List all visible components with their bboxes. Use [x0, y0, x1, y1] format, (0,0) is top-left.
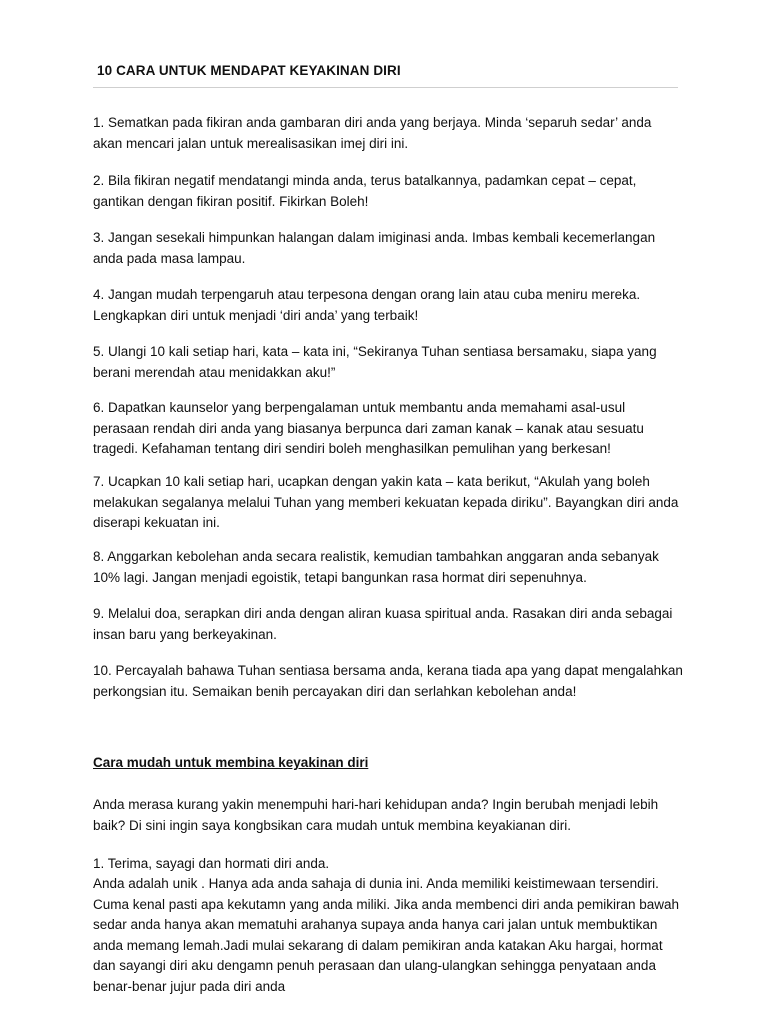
tip-9: 9. Melalui doa, serapkan diri anda dengan aliran kuasa spiritual anda. Rasakan diri anda sebagai insan baru yang berkeyakinan. [93, 606, 673, 642]
tip-4: 4. Jangan mudah terpengaruh atau terpesona dengan orang lain atau cuba meniru mereka. Lengkapkan diri untuk menjadi ‘diri anda’ yang terbaik! [93, 287, 641, 323]
tip-6: 6. Dapatkan kaunselor yang berpengalaman untuk membantu anda memahami asal-usul perasaan rendah diri anda yang biasanya berpunca dari zaman kanak – kanak atau sesuatu tragedi. Kefahaman tentang diri sendiri boleh menghasilkan pemulihan yang berkesan! [93, 400, 644, 456]
title-divider [93, 87, 678, 88]
point-1-body: Anda adalah unik . Hanya ada anda sahaja di dunia ini. Anda memiliki keistimewaan tersendiri. Cuma kenal pasti apa kekutamn yang anda miliki. Jika anda membenci diri anda pemikiran bawah sedar anda hanya akan mematuhi arahanya supaya anda hanya cari jalan untuk membuktikan anda memang lemah.Jadi mulai sekarang di dalam pemikiran anda katakan Aku hargai, hormat dan sayangi diri aku dengamn penuh perasaan dan ulang-ulangkan sehingga penyataan anda benar-benar jujur pada diri anda [93, 876, 680, 994]
section-intro: Anda merasa kurang yakin menempuhi hari-hari kehidupan anda? Ingin berubah menjadi lebih baik? Di sini ingin saya kongbsikan cara mudah untuk membina keyakianan diri. [93, 797, 659, 833]
document-title: 10 CARA UNTUK MENDAPAT KEYAKINAN DIRI [97, 63, 401, 78]
tip-1: 1. Sematkan pada fikiran anda gambaran diri anda yang berjaya. Minda ‘separuh sedar’ anda akan mencari jalan untuk merealisasikan imej diri ini. [93, 115, 652, 151]
section-heading: Cara mudah untuk membina keyakinan diri [93, 755, 369, 770]
tip-8: 8. Anggarkan kebolehan anda secara realistik, kemudian tambahkan anggaran anda sebanyak 10% lagi. Jangan menjadi egoistik, tetapi bangunkan rasa hormat diri sepenuhnya. [93, 549, 659, 585]
tip-5: 5. Ulangi 10 kali setiap hari, kata – kata ini, “Sekiranya Tuhan sentiasa bersamaku, siapa yang berani merendah atau menidakkan aku!” [93, 344, 657, 380]
tip-10: 10. Percayalah bahawa Tuhan sentiasa bersama anda, kerana tiada apa yang dapat mengalahkan perkongsian itu. Semaikan benih percayakan diri dan serlahkan kebolehan anda! [93, 663, 683, 699]
point-1-title: 1. Terima, sayagi dan hormati diri anda. [93, 856, 330, 871]
tip-7: 7. Ucapkan 10 kali setiap hari, ucapkan dengan yakin kata – kata berikut, “Akulah yang boleh melakukan segalanya melalui Tuhan yang memberi kekuatan kepada diriku”. Bayangkan diri anda diserapi kekuatan ini. [93, 474, 679, 530]
tip-3: 3. Jangan sesekali himpunkan halangan dalam imiginasi anda. Imbas kembali kecemerlangan anda pada masa lampau. [93, 230, 656, 266]
tip-2: 2. Bila fikiran negatif mendatangi minda anda, terus batalkannya, padamkan cepat – cepat, gantikan dengan fikiran positif. Fikirkan Boleh! [93, 173, 637, 209]
